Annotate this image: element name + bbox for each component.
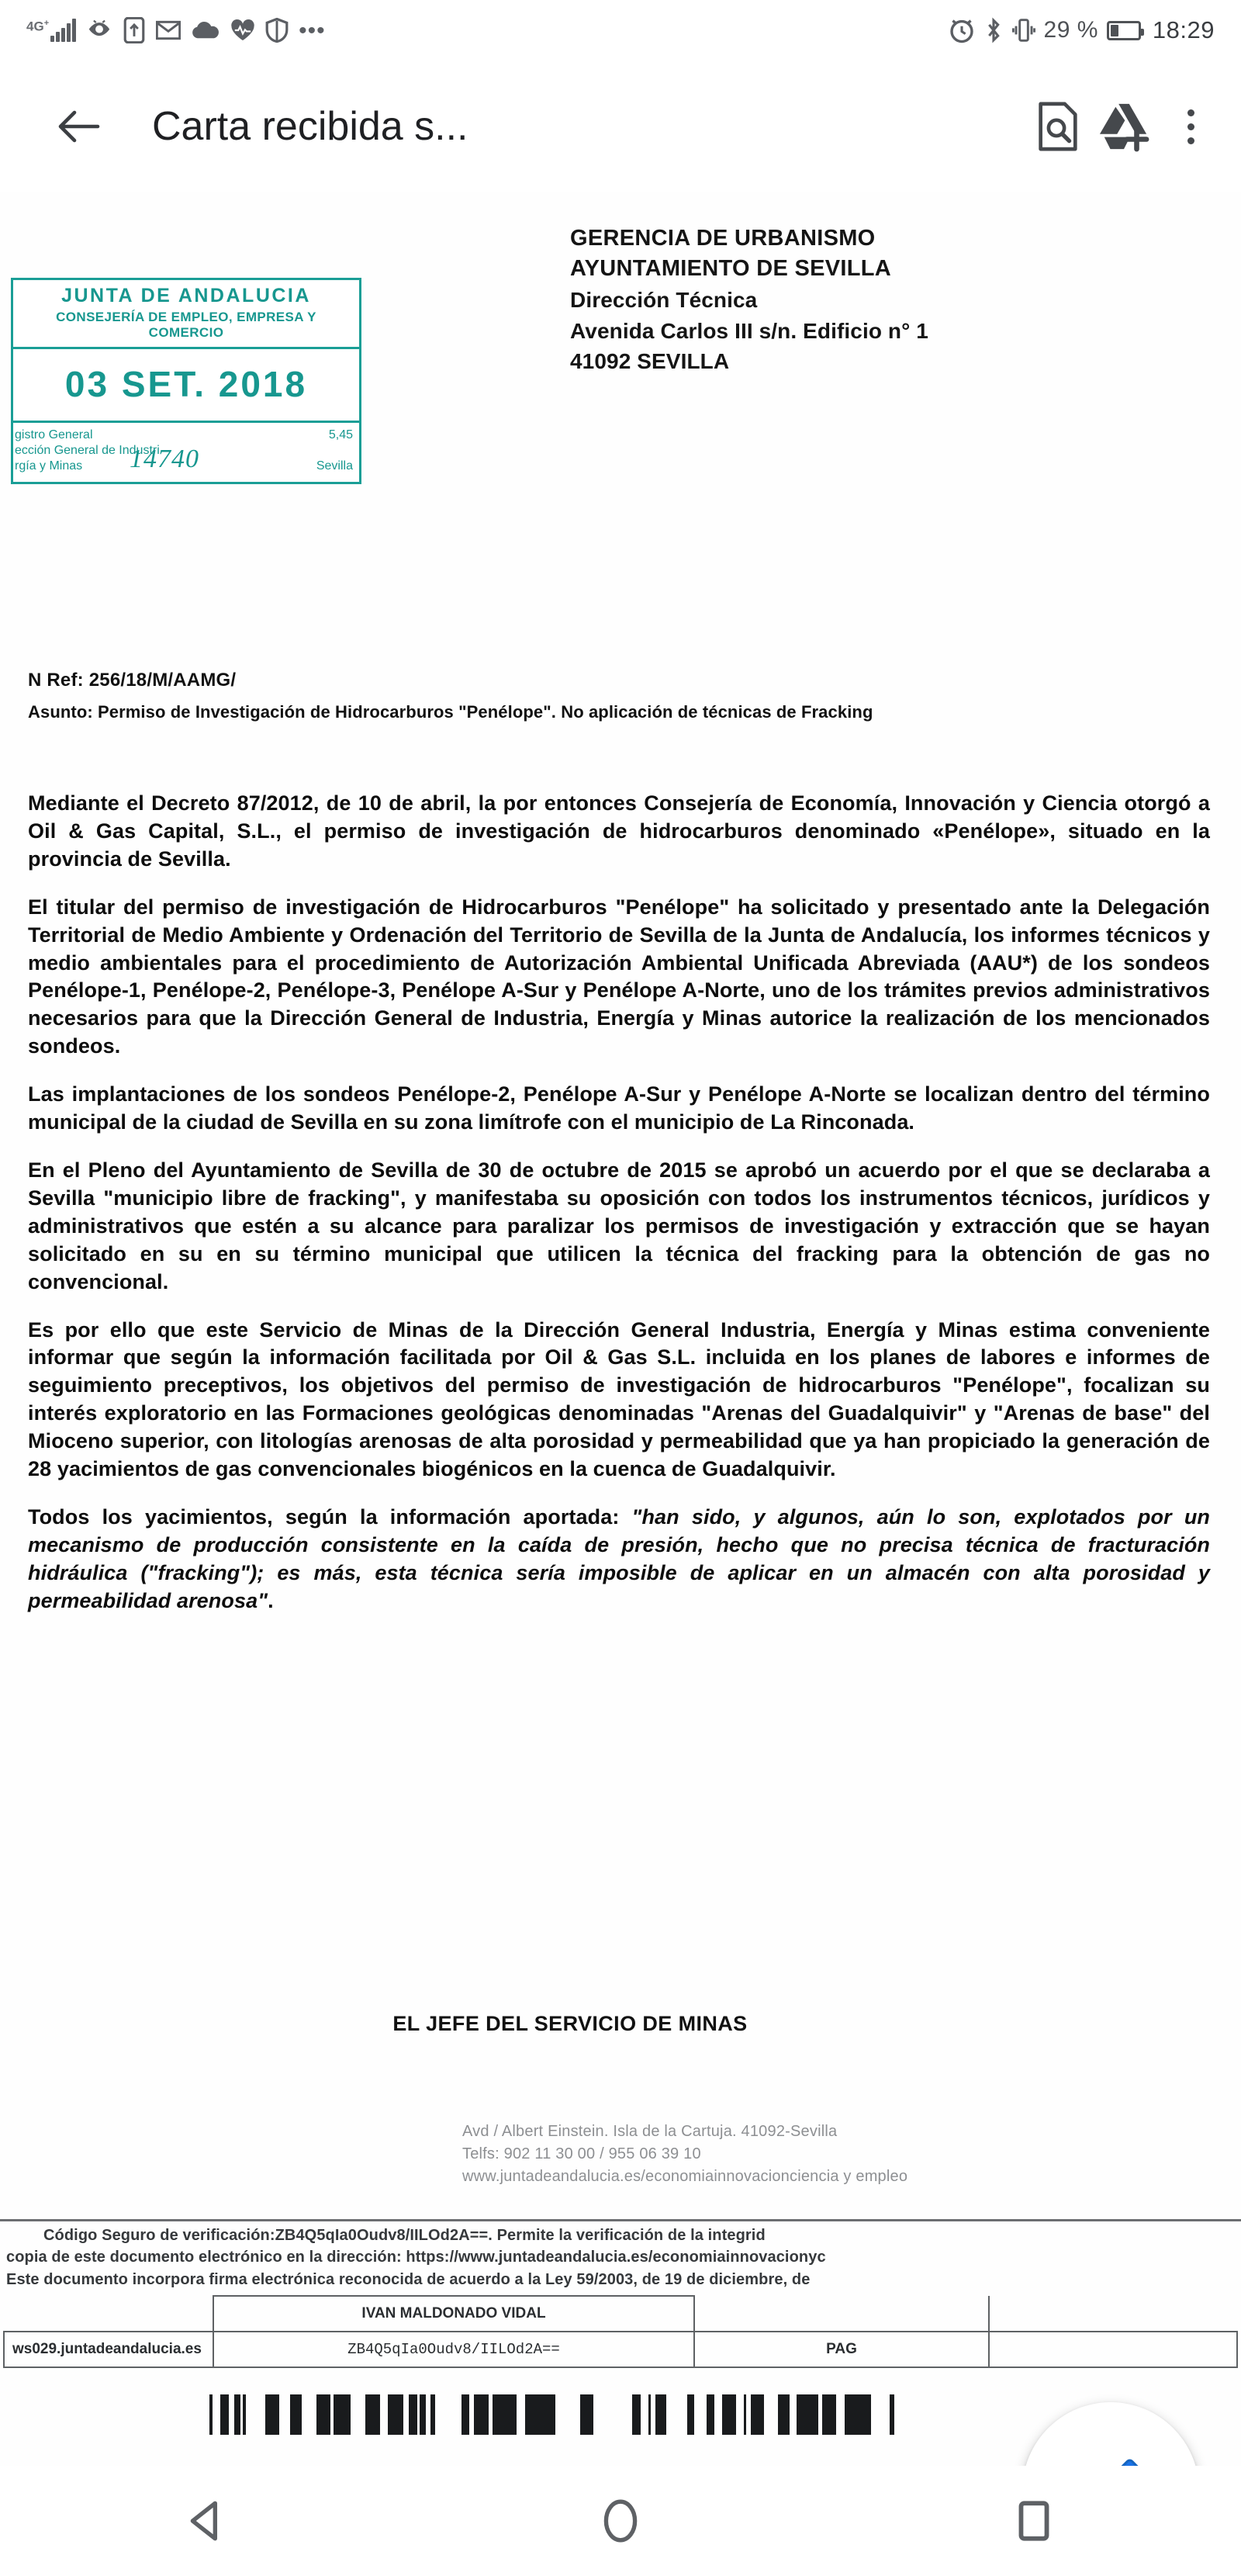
nav-home-button[interactable]: [558, 2482, 683, 2560]
subject-line: Asunto: Permiso de Investigación de Hidrocarburos "Penélope". No aplicación de técnicas de Fracking: [28, 702, 873, 722]
paragraph-2: El titular del permiso de investigación de Hidrocarburos "Penélope" ha solicitado y presentado ante la Delegación Territorial de Medio Ambiente y Ordenación del Territorio de Sevilla de la Junta de Andalucía, los informes técnicos y medio ambientales para el procedimiento de Autorización Ambiental Unificada Abreviada (AAU*) de los sondeos Penélope-1, Penélope-2, Penélope-3, Penélope A-Sur y Penélope A-Norte, uno de los trámites previos administrativos necesarios para que la Dirección General de Industria, Energía y Minas autorice la realización de los mencionados sondeos.: [28, 895, 1210, 1058]
trailing-cell: [989, 2332, 1237, 2367]
signature-title: [0, 2012, 1241, 2036]
reference-block: [28, 670, 873, 722]
network-indicator: [26, 19, 76, 42]
heart-rate-icon: [230, 19, 255, 42]
addressee-line-4: Avenida Carlos III s/n. Edificio n° 1: [570, 318, 928, 343]
gmail-icon: [156, 19, 181, 41]
status-bar-right: [949, 16, 1215, 44]
paragraph-5-c: biogénicos en la cuenca de Guadalquivir.: [416, 1457, 836, 1481]
nav-back-button[interactable]: [145, 2482, 269, 2560]
pencil-icon: [1070, 2450, 1151, 2466]
verification-block: [0, 2219, 1241, 2368]
footer-address-line-1: Avd / Albert Einstein. Isla de la Cartuja. 41092-Sevilla: [462, 2123, 838, 2140]
letter-body: [28, 790, 1210, 1636]
addressee-line-1: GERENCIA DE URBANISMO: [570, 226, 876, 251]
table-row: [4, 2296, 1237, 2332]
paragraph-5-bold: yacimientos de gas convencionales: [57, 1457, 417, 1481]
stamp-city: Sevilla: [316, 459, 353, 473]
drive-add-icon[interactable]: [1091, 93, 1157, 160]
registry-stamp: [11, 278, 361, 484]
verification-table: [3, 2295, 1238, 2368]
signer-blank-cell: [4, 2296, 213, 2332]
footer-address-line-2: Telfs: 902 11 30 00 / 955 06 39 10: [462, 2145, 701, 2162]
paragraph-4: En el Pleno del Ayuntamiento de Sevilla de 30 de octubre de 2015 se aprobó un acuerdo por el que se declaraba a Sevilla "municipio libre de fracking", y manifestaba su oposición con todos los instrumentos técnicos, jurídicos y administrativos que estén a su alcance para paralizar los permisos de investigación y extracción que se hayan solicitado en su en su término municipal que utilicen la técnica del fracking para la obtención de gas no convencional.: [28, 1158, 1210, 1293]
nav-recents-button[interactable]: [972, 2482, 1096, 2560]
signal-bars-icon: [50, 19, 76, 42]
status-bar: [0, 0, 1241, 61]
verification-line-1: Código Seguro de verificación:ZB4Q5qIa0Oudv8/IILOd2A==. Permite la verificación de la integrid: [43, 2227, 766, 2244]
stamp-handwritten-number: 14740: [130, 445, 199, 473]
paragraph-6-bold-italic: no precisa técnica de fracturación hidráulica ("fracking"): [28, 1532, 1210, 1584]
more-icon: •••: [299, 17, 326, 43]
signer-spacer-cell-2: [989, 2296, 1237, 2332]
vibrate-icon: [1012, 18, 1035, 43]
alarm-clock-icon: [949, 17, 975, 43]
verification-text: [0, 2225, 1241, 2290]
stamp-line2: ección General de Industri: [15, 444, 160, 457]
app-bar: [0, 61, 1241, 192]
addressee-block: [570, 223, 928, 377]
stamp-dept: CONSEJERÍA DE EMPLEO, EMPRESA Y COMERCIO: [56, 310, 316, 340]
stamp-amount: 5,45: [328, 428, 353, 441]
battery-icon: [1107, 21, 1141, 40]
stamp-line3: rgía y Minas: [15, 459, 83, 473]
clock-label: 18:29: [1152, 16, 1215, 43]
edit-fab-button[interactable]: [1022, 2402, 1199, 2466]
page-cell: PAG: [694, 2332, 989, 2367]
reference-number: N Ref: 256/18/M/AAMG/: [28, 670, 237, 691]
status-bar-left: [26, 17, 326, 43]
stamp-footer: [13, 423, 359, 482]
signature-title-text: EL JEFE DEL SERVICIO DE MINAS: [392, 2012, 748, 2035]
paragraph-3: Las implantaciones de los sondeos Penélope-2, Penélope A-Sur y Penélope A-Norte se localizan dentro del término municipal de la ciudad de Sevilla en su zona limítrofe con el municipio de La Rinconada.: [28, 1082, 1210, 1134]
paragraph-6-e: .: [268, 1588, 274, 1612]
upload-phone-icon: [123, 17, 146, 43]
paragraph-6-quote: "han sido, y algunos, aún lo son, explotados por un mecanismo de producción consistente en la caída de presión, hecho que: [28, 1504, 1211, 1556]
footer-address-line-3: www.juntadeandalucia.es/economiainnovacionciencia y empleo: [462, 2168, 908, 2185]
footer-address: [462, 2121, 907, 2188]
host-cell: ws029.juntadeandalucia.es: [4, 2332, 213, 2367]
paragraph-1: Mediante el Decreto 87/2012, de 10 de abril, la por entonces Consejería de Economía, Innovación y Ciencia otorgó a Oil & Gas Capital, S.L., el permiso de investigación de hidrocarburos denominado «Penélope», situado en la provincia de Sevilla.: [28, 791, 1210, 871]
barcode: [209, 2394, 907, 2435]
paragraph-5-a: Es por ello que este Servicio de Minas de la Dirección General Industria, Energía y Minas estima conveniente informar que según la información facilitada por Oil & Gas S.L. incluida en los planes de labores e informes de seguimiento preceptivos, los objetivos del permiso de investigación de hidrocarburos "Penélope", focalizan su interés exploratorio en las Formaciones geológicas denominadas "Arenas del Guadalquivir" y "Arenas de base" del Mioceno superior, con litologías arenosas de alta porosidad y permeabilidad que ya han propiciado la generación de 28: [28, 1317, 1210, 1481]
back-button[interactable]: [54, 102, 104, 151]
paragraph-6-d: ; es más, esta técnica sería imposible de aplicar en un almacén con alta porosidad y permeabilidad arenosa": [28, 1560, 1210, 1612]
paragraph-5: [28, 1317, 1210, 1484]
system-navigation-bar: [0, 2466, 1241, 2576]
overflow-menu-icon[interactable]: [1157, 93, 1224, 160]
document-page: [0, 192, 1241, 2466]
page-title: Carta recibida s...: [152, 104, 468, 149]
addressee-line-3: Dirección Técnica: [570, 287, 758, 312]
alarm-eye-icon: [86, 17, 112, 43]
addressee-line-5: 41092 SEVILLA: [570, 349, 730, 374]
verification-line-3: Este documento incorpora firma electrónica reconocida de acuerdo a la Ley 59/2003, de 19 de diciembre, de: [6, 2270, 811, 2288]
stamp-line1: gistro General: [15, 428, 93, 441]
cloud-icon: [191, 19, 220, 41]
network-type-label: 4G+: [26, 19, 50, 34]
shield-icon: [265, 18, 289, 43]
verification-line-2: copia de este documento electrónico en la dirección: https://www.juntadeandalucia.es/economiainnovacionyc: [6, 2249, 826, 2266]
stamp-org: JUNTA DE ANDALUCIA: [61, 285, 311, 306]
table-row: [4, 2332, 1237, 2367]
stamp-date: 03 SET. 2018: [13, 349, 359, 423]
addressee-line-2: AYUNTAMIENTO DE SEVILLA: [570, 256, 892, 282]
signer-name-cell: IVAN MALDONADO VIDAL: [213, 2296, 694, 2332]
signer-spacer-cell: [694, 2296, 989, 2332]
stamp-header: [13, 280, 359, 349]
document-scan-icon[interactable]: [1024, 93, 1091, 160]
battery-percent-label: 29 %: [1043, 17, 1098, 43]
paragraph-6-a: Todos los yacimientos, según la información aportada:: [28, 1504, 632, 1529]
paragraph-6: [28, 1504, 1210, 1615]
document-viewer[interactable]: [0, 192, 1241, 2466]
bluetooth-icon: [983, 17, 1004, 43]
code-cell: ZB4Q5qIa0Oudv8/IILOd2A==: [213, 2332, 694, 2367]
